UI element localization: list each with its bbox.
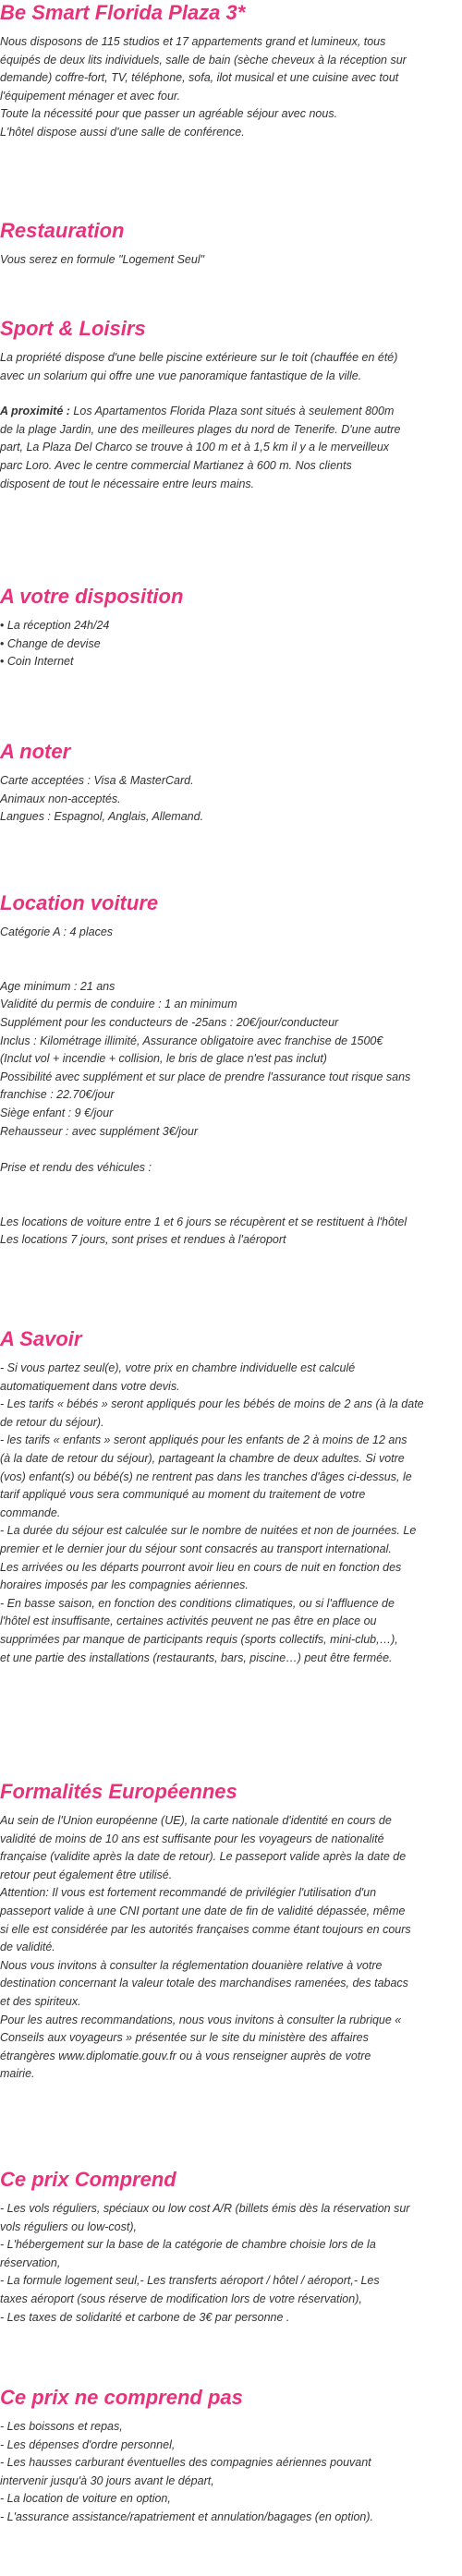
text-line: et des spiriteux.: [0, 1994, 81, 2008]
text-line: Possibilité avec supplément et sur place de prendre l'assurance tout risque sans: [0, 1070, 411, 1083]
list-item-text: Coin Internet: [6, 655, 74, 669]
text-line: Pour les autres recommandations, nous vous invitons à consulter la rubrique «: [0, 2013, 402, 2026]
sport-proximite: [0, 403, 462, 493]
ne-comprend-title: Ce prix ne comprend pas: [0, 2386, 243, 2409]
proximite-line-4: disposent de tout le nécessaire entre leurs mains.: [0, 477, 255, 490]
text-line: [0, 1195, 462, 1214]
text-line: Conseils aux voyageurs » présentée sur le site du ministère des affaires: [0, 2031, 369, 2045]
text-line: Carte acceptées : Visa & MasterCard.: [0, 774, 194, 787]
text-line: de retour du séjour).: [0, 1415, 104, 1429]
disposition-list: [0, 617, 462, 671]
text-line: si elle est considérée par les autorités françaises comme étant toujours en cours: [0, 1922, 411, 1936]
text-line: Siège enfant : 9 €/jour: [0, 1106, 114, 1119]
comprend-title: Ce prix Comprend: [0, 2168, 176, 2191]
text-line: intervenir jusqu'à 30 jours avant le départ,: [0, 2473, 214, 2487]
text-line: commande.: [0, 1506, 61, 1519]
text-line: Rehausseur : avec supplément 3€/jour: [0, 1124, 199, 1138]
ne-comprend-text: [0, 2418, 462, 2527]
section-comprend: [0, 2167, 462, 2327]
text-line: [0, 1177, 462, 1195]
text-line: retour peut également être utilisé.: [0, 1868, 173, 1881]
text-line: française (validite après la date de retour). Le passeport valide après la date de: [0, 1850, 407, 1864]
text-line: - Les tarifs « bébés » seront appliqués pour les bébés de moins de 2 ans (à la date: [0, 1397, 424, 1411]
text-line: - Les boissons et repas,: [0, 2420, 123, 2433]
proximite-line-3: parc Loro. Avec le centre commercial Martianez à 600 m. Nos clients: [0, 458, 352, 472]
text-line: - La location de voiture en option,: [0, 2492, 171, 2506]
text-line: Catégorie A : 4 places: [0, 925, 114, 938]
section-hotel: [0, 0, 462, 142]
savoir-text: [0, 1360, 462, 1667]
text-line: (à la date de retour du séjour), partageant la chambre de deux adultes. Si votre: [0, 1451, 405, 1465]
text-line: réservation,: [0, 2256, 61, 2269]
text-line: Au sein de l'Union européenne (UE), la carte nationale d'identité en cours de: [0, 1814, 392, 1827]
text-line: - Les taxes de solidarité et carbone de 3€ par personne .: [0, 2310, 290, 2324]
text-line: - En basse saison, en fonction des conditions climatiques, ou si l'affluence de: [0, 1596, 395, 1610]
text-line: avec un solarium qui offre une vue panoramique fantastique de la ville.: [0, 369, 362, 382]
text-line: - La formule logement seul,- Les transferts aéroport / hôtel / aéroport,- Les: [0, 2274, 380, 2288]
text-line: validité de moins de 10 ans est suffisante pour les voyageurs de nationalité: [0, 1832, 384, 1845]
section-restauration: [0, 218, 462, 270]
text-line: vols réguliers ou low-cost),: [0, 2219, 137, 2233]
text-line: - Les hausses carburant éventuelles des compagnies aériennes pouvant: [0, 2456, 371, 2470]
text-line: de validité.: [0, 1941, 55, 1954]
text-line: franchise : 22.70€/jour: [0, 1088, 115, 1102]
text-line: et une partie des installations (restaurants, bars, piscine…) peut être fermée.: [0, 1651, 393, 1664]
text-line: Les locations 7 jours, sont prises et rendues à l'aéroport: [0, 1233, 286, 1247]
text-line: Nous disposons de 115 studios et 17 appartements grand et lumineux, tous: [0, 35, 386, 48]
section-savoir: [0, 1326, 462, 1667]
text-line: mairie.: [0, 2067, 35, 2081]
text-line: - La durée du séjour est calculée sur le nombre de nuitées et non de journées. Le: [0, 1524, 417, 1538]
proximite-line-1: de la plage Jardin, une des meilleures plages du nord de Tenerife. D'une autre: [0, 422, 401, 436]
text-line: (vos) enfant(s) ou bébé(s) ne rentrent pas dans les tranches d'âges ci-dessus, le: [0, 1469, 412, 1483]
text-line: - Si vous partez seul(e), votre prix en chambre individuelle est calculé: [0, 1361, 356, 1374]
proximite-line-2: part, La Plaza Del Charco se trouve à 100 m et à 1,5 km il y a le merveilleux: [0, 441, 390, 454]
text-line: Supplément pour les conducteurs de -25ans : 20€/jour/conducteur: [0, 1015, 339, 1029]
location-title: Location voiture: [0, 891, 159, 914]
comprend-text: [0, 2200, 462, 2327]
hotel-description: [0, 33, 462, 142]
text-line: Inclus : Kilométrage illimité, Assurance obligatoire avec franchise de 1500€: [0, 1034, 383, 1047]
disposition-title: A votre disposition: [0, 585, 184, 608]
proximite-text-0: Los Apartamentos Florida Plaza sont situés à seulement 800m: [69, 405, 395, 418]
list-item-text: La réception 24h/24: [6, 619, 110, 632]
formalites-text: [0, 1812, 462, 2084]
section-noter: [0, 739, 462, 827]
text-line: [0, 1141, 462, 1159]
bullet-icon: •: [0, 655, 5, 669]
text-line: demande) coffre-fort, TV, téléphone, sofa, ilot musical et une cuisine avec tout: [0, 71, 399, 85]
text-line: équipés de deux lits individuels, salle de bain (sèche cheveux à la réception sur: [0, 53, 407, 67]
list-item: [0, 653, 462, 671]
text-line: Nous vous invitons à consulter la réglementation douanière relative à votre: [0, 1958, 383, 1972]
text-line: Validité du permis de conduire : 1 an minimum: [0, 998, 237, 1011]
text-line: taxes aéroport (sous réserve de modification lors de votre réservation),: [0, 2292, 362, 2305]
text-line: - L'assurance assistance/rapatriement et annulation/bagages (en option).: [0, 2509, 374, 2523]
text-line: automatiquement dans votre devis.: [0, 1379, 180, 1393]
text-line: [0, 960, 462, 978]
text-line: Age minimum : 21 ans: [0, 979, 116, 993]
proximite-line-0: [0, 403, 462, 421]
text-line: passeport valide à une CNI portant une date de fin de validité dépassée, même: [0, 1904, 406, 1917]
bullet-icon: •: [0, 619, 5, 632]
text-line: Vous serez en formule "Logement Seul": [0, 253, 205, 266]
sport-title: Sport & Loisirs: [0, 317, 146, 340]
text-line: horaires imposés par les compagnies aériennes.: [0, 1578, 249, 1592]
formalites-title: Formalités Européennes: [0, 1780, 237, 1803]
text-line: La propriété dispose d'une belle piscine extérieure sur le toit (chauffée en été): [0, 351, 398, 364]
text-line: Toute la nécessité pour que passer un agréable séjour avec nous.: [0, 107, 338, 121]
list-item: [0, 617, 462, 635]
text-line: [0, 942, 462, 961]
sport-description: [0, 349, 462, 385]
text-line: supprimées par manque de participants requis (sports collectifs, mini-club,…),: [0, 1632, 398, 1646]
text-line: Les arrivées ou les départs pourront avoir lieu en cours de nuit en fonction des: [0, 1560, 402, 1574]
text-line: L'hôtel dispose aussi d'une salle de conférence.: [0, 125, 245, 139]
list-item: [0, 635, 462, 654]
text-line: Prise et rendu des véhicules :: [0, 1160, 152, 1174]
text-line: (Inclut vol + incendie + collision, le bris de glace n'est pas inclut): [0, 1052, 327, 1066]
text-line: premier et le dernier jour du séjour sont consacrés au transport international.: [0, 1542, 392, 1555]
noter-title: A noter: [0, 740, 71, 763]
list-item-text: Change de devise: [6, 636, 101, 650]
proximite-label: A proximité :: [0, 405, 70, 418]
section-sport: [0, 316, 462, 493]
section-disposition: [0, 584, 462, 671]
text-line: étrangères www.diplomatie.gouv.fr ou à vous renseigner auprès de votre: [0, 2049, 371, 2062]
text-line: Animaux non-acceptés.: [0, 792, 121, 805]
text-line: - les tarifs « enfants » seront appliqués pour les enfants de 2 à moins de 12 ans: [0, 1433, 407, 1447]
text-line: Attention: Il vous est fortement recommandé de privilégier l'utilisation d'un: [0, 1886, 377, 1900]
section-location: [0, 890, 462, 1250]
restauration-title: Restauration: [0, 219, 125, 242]
text-line: destination concernant la valeur totale des marchandises ramenées, des tabacs: [0, 1977, 408, 1990]
text-line: l'équipement ménager et avec four.: [0, 89, 181, 103]
text-line: Langues : Espagnol, Anglais, Allemand.: [0, 810, 204, 824]
text-line: l'hôtel est insuffisante, certaines activités peuvent ne pas être en place ou: [0, 1615, 377, 1628]
text-line: Les locations de voiture entre 1 et 6 jours se récupèrent et se restituent à l'hôtel: [0, 1215, 407, 1228]
hotel-title: Be Smart Florida Plaza 3*: [0, 1, 246, 24]
bullet-icon: •: [0, 636, 5, 650]
section-formalites: [0, 1779, 462, 2084]
text-line: - Les dépenses d'ordre personnel,: [0, 2437, 176, 2451]
text-line: - Les vols réguliers, spéciaux ou low cost A/R (billets émis dès la réservation sur: [0, 2202, 410, 2215]
section-ne-comprend: [0, 2385, 462, 2527]
text-line: - L'hébergement sur la base de la catégorie de chambre choisie lors de la: [0, 2238, 376, 2252]
restauration-text: [0, 251, 462, 270]
savoir-title: A Savoir: [0, 1327, 82, 1350]
location-text: [0, 924, 462, 1250]
noter-text: [0, 772, 462, 827]
text-line: tarif appliqué vous sera communiqué au moment du traitement de votre: [0, 1488, 366, 1502]
